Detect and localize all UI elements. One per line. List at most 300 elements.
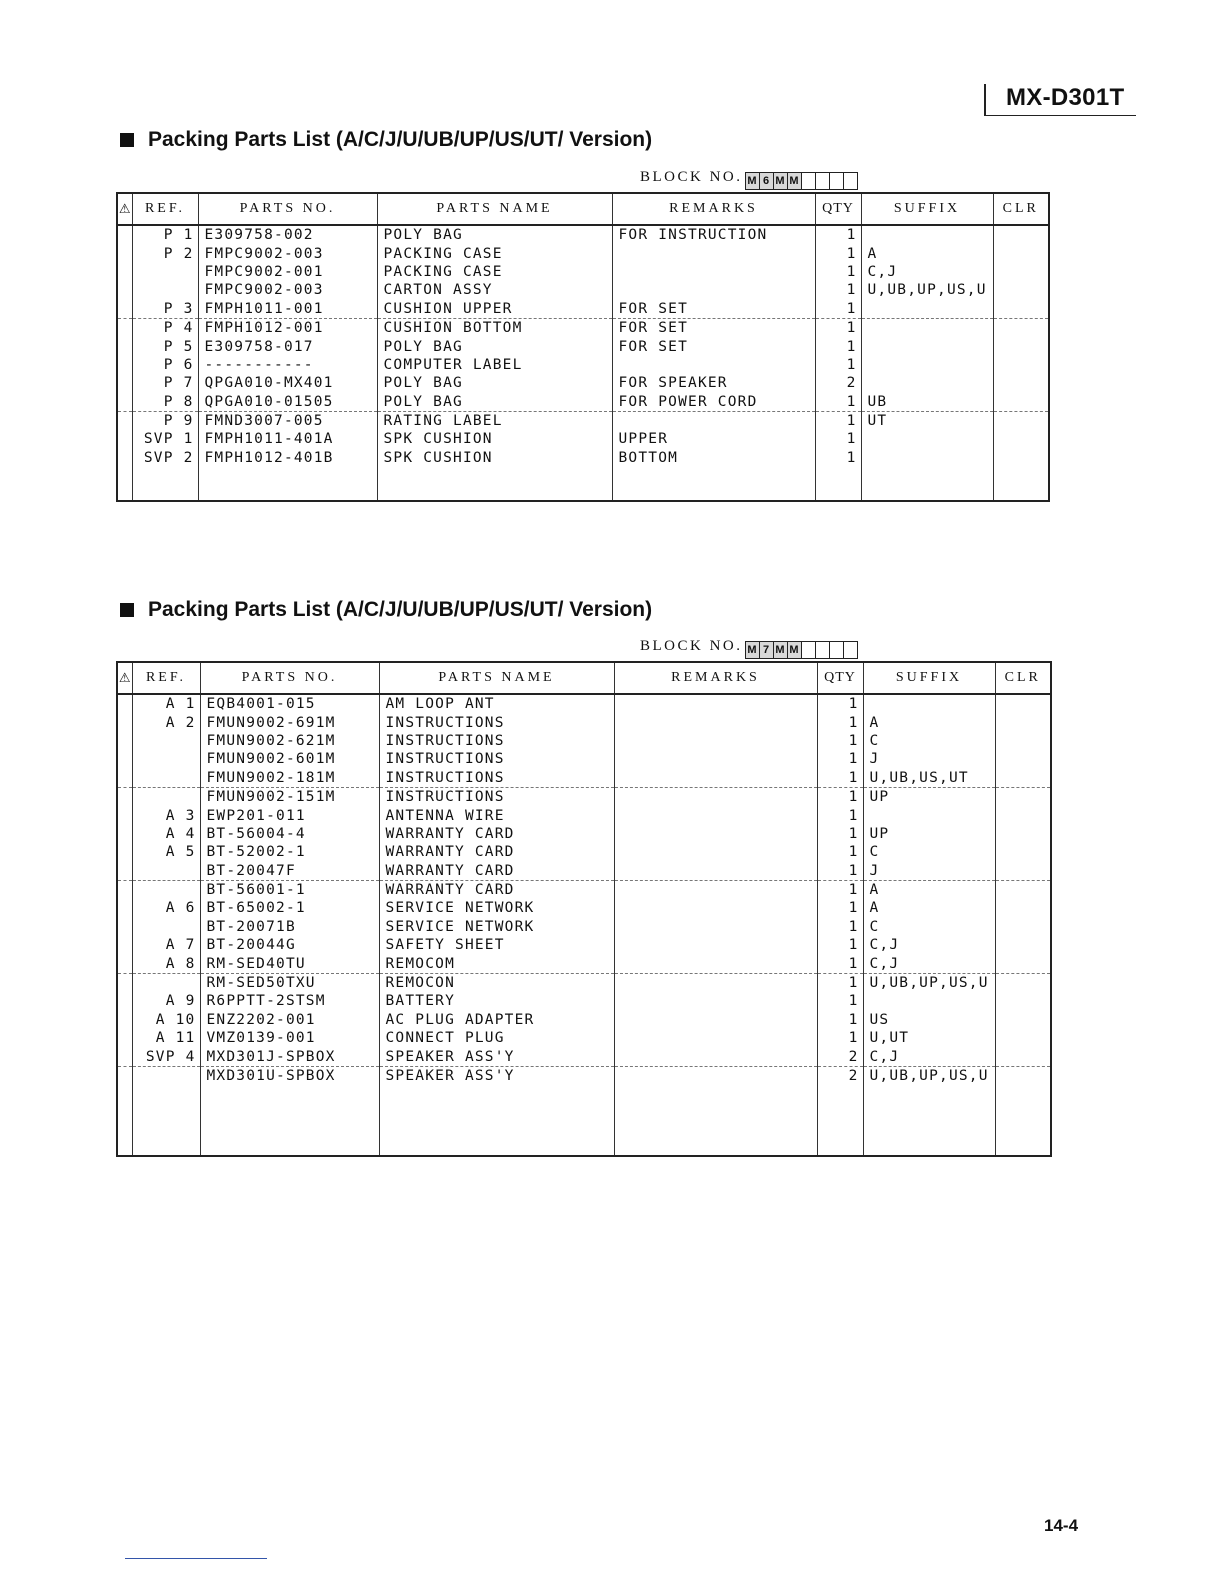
qty-cell: 1 xyxy=(815,281,861,299)
block-code-box: M xyxy=(745,641,760,659)
parts-no-cell: ----------- xyxy=(198,356,377,374)
parts-no-cell: BT-56004-4 xyxy=(200,825,379,843)
parts-name-cell: INSTRUCTIONS xyxy=(379,787,614,806)
table-row xyxy=(117,825,1051,843)
parts-name-cell: POLY BAG xyxy=(377,337,612,355)
clr-cell xyxy=(993,356,1049,374)
block-number-1: BLOCK NO. M 6 M M xyxy=(640,169,858,190)
table-row xyxy=(117,1047,1051,1066)
col-remarks: REMARKS xyxy=(614,662,817,694)
suffix-cell: A xyxy=(863,880,995,899)
suffix-cell: C,J xyxy=(863,936,995,954)
remarks-cell xyxy=(614,732,817,750)
qty-cell: 1 xyxy=(817,954,863,973)
parts-no-cell: FMPC9002-003 xyxy=(198,281,377,299)
ref-cell: A 4 xyxy=(132,825,200,843)
empty-cell xyxy=(995,1085,1051,1156)
block-code-box xyxy=(801,172,816,190)
suffix-cell: U,UB,UP,US,U xyxy=(863,1066,995,1085)
remarks-cell xyxy=(614,918,817,936)
parts-name-cell: INSTRUCTIONS xyxy=(379,732,614,750)
ref-cell: P 5 xyxy=(132,337,198,355)
parts-name-cell: BATTERY xyxy=(379,992,614,1010)
ref-cell: SVP 4 xyxy=(132,1047,200,1066)
col-qty: QTY xyxy=(817,662,863,694)
parts-name-cell: REMOCON xyxy=(379,973,614,992)
qty-cell: 1 xyxy=(815,300,861,319)
clr-cell xyxy=(993,281,1049,299)
qty-cell: 1 xyxy=(815,337,861,355)
col-suffix: SUFFIX xyxy=(863,662,995,694)
qty-cell: 1 xyxy=(817,918,863,936)
remarks-cell xyxy=(614,843,817,861)
qty-cell: 2 xyxy=(817,1047,863,1066)
parts-no-cell: BT-20044G xyxy=(200,936,379,954)
remarks-cell: FOR SPEAKER xyxy=(612,374,815,392)
parts-no-cell: ENZ2202-001 xyxy=(200,1011,379,1029)
qty-cell: 1 xyxy=(815,393,861,412)
clr-cell xyxy=(993,449,1049,467)
qty-cell: 1 xyxy=(817,1011,863,1029)
block-code-box: M xyxy=(745,172,760,190)
suffix-cell: U,UB,US,UT xyxy=(863,769,995,788)
clr-cell xyxy=(995,825,1051,843)
remarks-cell xyxy=(614,1011,817,1029)
clr-cell xyxy=(995,936,1051,954)
clr-cell xyxy=(995,787,1051,806)
qty-cell: 1 xyxy=(815,449,861,467)
remarks-cell: BOTTOM xyxy=(612,449,815,467)
table-row xyxy=(117,769,1051,788)
parts-no-cell: BT-52002-1 xyxy=(200,843,379,861)
remarks-cell xyxy=(614,694,817,713)
suffix-cell: C,J xyxy=(863,1047,995,1066)
parts-no-cell: FMPC9002-001 xyxy=(198,263,377,281)
ref-cell xyxy=(132,918,200,936)
suffix-cell xyxy=(863,694,995,713)
qty-cell: 1 xyxy=(817,843,863,861)
parts-no-cell: FMPH1011-401A xyxy=(198,430,377,448)
qty-cell: 1 xyxy=(817,694,863,713)
remarks-cell xyxy=(614,936,817,954)
parts-no-cell: MXD301J-SPBOX xyxy=(200,1047,379,1066)
warn-cell xyxy=(117,732,132,750)
empty-cell xyxy=(377,467,612,501)
table-row xyxy=(117,936,1051,954)
empty-cell xyxy=(817,1085,863,1156)
suffix-cell: J xyxy=(863,750,995,768)
remarks-cell xyxy=(614,769,817,788)
table-row xyxy=(117,300,1049,319)
table-row xyxy=(117,374,1049,392)
col-parts-no: PARTS NO. xyxy=(198,193,377,225)
suffix-cell xyxy=(861,300,993,319)
qty-cell: 1 xyxy=(817,862,863,881)
table-filler-row xyxy=(117,1085,1051,1156)
empty-cell xyxy=(993,467,1049,501)
parts-name-cell: WARRANTY CARD xyxy=(379,843,614,861)
parts-name-cell: INSTRUCTIONS xyxy=(379,750,614,768)
clr-cell xyxy=(993,374,1049,392)
suffix-cell: C xyxy=(863,732,995,750)
parts-name-cell: WARRANTY CARD xyxy=(379,862,614,881)
empty-cell xyxy=(132,467,198,501)
suffix-cell: C,J xyxy=(863,954,995,973)
table-row xyxy=(117,806,1051,824)
clr-cell xyxy=(995,973,1051,992)
section-title-1: Packing Parts List (A/C/J/U/UB/UP/US/UT/ Version) xyxy=(120,128,652,152)
warning-icon: ⚠ xyxy=(117,662,132,694)
parts-name-cell: SPEAKER ASS'Y xyxy=(379,1047,614,1066)
clr-cell xyxy=(995,1011,1051,1029)
remarks-cell: FOR POWER CORD xyxy=(612,393,815,412)
block-code-box xyxy=(815,172,830,190)
section-title-2: Packing Parts List (A/C/J/U/UB/UP/US/UT/ Version) xyxy=(120,598,652,622)
parts-name-cell: POLY BAG xyxy=(377,374,612,392)
empty-cell xyxy=(863,1085,995,1156)
remarks-cell xyxy=(614,1029,817,1047)
clr-cell xyxy=(993,300,1049,319)
suffix-cell: A xyxy=(863,713,995,731)
suffix-cell: U,UT xyxy=(863,1029,995,1047)
block-code-box: 6 xyxy=(759,172,774,190)
warn-cell xyxy=(117,713,132,731)
parts-no-cell: QPGA010-MX401 xyxy=(198,374,377,392)
block-number-2: BLOCK NO. M 7 M M xyxy=(640,638,858,659)
parts-name-cell: SAFETY SHEET xyxy=(379,936,614,954)
clr-cell xyxy=(995,954,1051,973)
parts-no-cell: FMND3007-005 xyxy=(198,411,377,430)
qty-cell: 1 xyxy=(817,750,863,768)
warn-cell xyxy=(117,862,132,881)
qty-cell: 1 xyxy=(817,880,863,899)
remarks-cell xyxy=(612,244,815,262)
clr-cell xyxy=(995,899,1051,917)
qty-cell: 2 xyxy=(817,1066,863,1085)
parts-name-cell: AC PLUG ADAPTER xyxy=(379,1011,614,1029)
empty-cell xyxy=(200,1085,379,1156)
parts-no-cell: E309758-017 xyxy=(198,337,377,355)
parts-no-cell: QPGA010-01505 xyxy=(198,393,377,412)
warn-cell xyxy=(117,843,132,861)
table-row xyxy=(117,880,1051,899)
suffix-cell xyxy=(861,337,993,355)
ref-cell xyxy=(132,787,200,806)
parts-name-cell: SERVICE NETWORK xyxy=(379,899,614,917)
parts-no-cell: VMZ0139-001 xyxy=(200,1029,379,1047)
clr-cell xyxy=(993,225,1049,244)
remarks-cell xyxy=(614,992,817,1010)
table-row xyxy=(117,244,1049,262)
warn-cell xyxy=(117,1047,132,1066)
parts-no-cell: EWP201-011 xyxy=(200,806,379,824)
bullet-square-icon xyxy=(120,133,134,147)
col-ref: REF. xyxy=(132,662,200,694)
warn-cell xyxy=(117,449,132,467)
qty-cell: 1 xyxy=(815,225,861,244)
ref-cell xyxy=(132,750,200,768)
suffix-cell: C,J xyxy=(861,263,993,281)
qty-cell: 1 xyxy=(815,244,861,262)
ref-cell xyxy=(132,862,200,881)
warning-icon: ⚠ xyxy=(117,193,132,225)
suffix-cell: J xyxy=(863,862,995,881)
table-row xyxy=(117,750,1051,768)
col-qty: QTY xyxy=(815,193,861,225)
ref-cell: A 8 xyxy=(132,954,200,973)
ref-cell: P 6 xyxy=(132,356,198,374)
col-parts-no: PARTS NO. xyxy=(200,662,379,694)
table-row xyxy=(117,973,1051,992)
qty-cell: 1 xyxy=(817,825,863,843)
table-row xyxy=(117,954,1051,973)
table-row xyxy=(117,225,1049,244)
warn-cell xyxy=(117,300,132,319)
parts-no-cell: FMPC9002-003 xyxy=(198,244,377,262)
ref-cell: A 7 xyxy=(132,936,200,954)
qty-cell: 1 xyxy=(817,973,863,992)
qty-cell: 1 xyxy=(815,411,861,430)
remarks-cell xyxy=(614,713,817,731)
clr-cell xyxy=(995,862,1051,881)
qty-cell: 1 xyxy=(817,936,863,954)
suffix-cell xyxy=(861,318,993,337)
suffix-cell xyxy=(861,449,993,467)
col-parts-name: PARTS NAME xyxy=(379,662,614,694)
col-clr: CLR xyxy=(995,662,1051,694)
remarks-cell xyxy=(612,356,815,374)
table-row xyxy=(117,992,1051,1010)
empty-cell xyxy=(117,467,132,501)
ref-cell: P 9 xyxy=(132,411,198,430)
qty-cell: 1 xyxy=(815,430,861,448)
parts-no-cell: FMPH1012-401B xyxy=(198,449,377,467)
warn-cell xyxy=(117,750,132,768)
table-row xyxy=(117,787,1051,806)
table-row xyxy=(117,1029,1051,1047)
suffix-cell: A xyxy=(863,899,995,917)
clr-cell xyxy=(995,806,1051,824)
clr-cell xyxy=(995,713,1051,731)
remarks-cell xyxy=(614,825,817,843)
clr-cell xyxy=(993,393,1049,412)
qty-cell: 1 xyxy=(817,713,863,731)
suffix-cell xyxy=(863,806,995,824)
clr-cell xyxy=(995,843,1051,861)
parts-no-cell: MXD301U-SPBOX xyxy=(200,1066,379,1085)
suffix-cell: U,UB,UP,US,U xyxy=(861,281,993,299)
remarks-cell: FOR SET xyxy=(612,318,815,337)
parts-no-cell: FMUN9002-151M xyxy=(200,787,379,806)
suffix-cell: UP xyxy=(863,825,995,843)
clr-cell xyxy=(995,750,1051,768)
parts-no-cell: RM-SED50TXU xyxy=(200,973,379,992)
ref-cell: P 7 xyxy=(132,374,198,392)
ref-cell: A 10 xyxy=(132,1011,200,1029)
empty-cell xyxy=(198,467,377,501)
parts-name-cell: ANTENNA WIRE xyxy=(379,806,614,824)
warn-cell xyxy=(117,374,132,392)
table-row xyxy=(117,356,1049,374)
remarks-cell xyxy=(614,954,817,973)
clr-cell xyxy=(995,1066,1051,1085)
ref-cell: P 2 xyxy=(132,244,198,262)
table-row xyxy=(117,918,1051,936)
suffix-cell: UP xyxy=(863,787,995,806)
parts-table-2 xyxy=(116,661,1052,1157)
ref-cell: A 2 xyxy=(132,713,200,731)
clr-cell xyxy=(995,992,1051,1010)
table-row xyxy=(117,337,1049,355)
warn-cell xyxy=(117,411,132,430)
ref-cell: A 3 xyxy=(132,806,200,824)
parts-name-cell: INSTRUCTIONS xyxy=(379,769,614,788)
parts-no-cell: FMUN9002-181M xyxy=(200,769,379,788)
page-number: 14-4 xyxy=(1044,1516,1079,1535)
ref-cell xyxy=(132,263,198,281)
table-row xyxy=(117,263,1049,281)
warn-cell xyxy=(117,825,132,843)
ref-cell xyxy=(132,1066,200,1085)
ref-cell xyxy=(132,973,200,992)
warn-cell xyxy=(117,918,132,936)
ref-cell xyxy=(132,769,200,788)
warn-cell xyxy=(117,356,132,374)
warn-cell xyxy=(117,936,132,954)
ref-cell xyxy=(132,732,200,750)
parts-name-cell: SPK CUSHION xyxy=(377,430,612,448)
ref-cell: P 1 xyxy=(132,225,198,244)
parts-no-cell: FMUN9002-621M xyxy=(200,732,379,750)
warn-cell xyxy=(117,787,132,806)
remarks-cell xyxy=(614,806,817,824)
qty-cell: 1 xyxy=(815,318,861,337)
empty-cell xyxy=(379,1085,614,1156)
parts-name-cell: CARTON ASSY xyxy=(377,281,612,299)
warn-cell xyxy=(117,225,132,244)
suffix-cell: UT xyxy=(861,411,993,430)
suffix-cell: U,UB,UP,US,U xyxy=(863,973,995,992)
qty-cell: 1 xyxy=(817,992,863,1010)
ref-cell: A 6 xyxy=(132,899,200,917)
clr-cell xyxy=(993,263,1049,281)
qty-cell: 1 xyxy=(815,356,861,374)
empty-cell xyxy=(815,467,861,501)
warn-cell xyxy=(117,992,132,1010)
parts-no-cell: BT-65002-1 xyxy=(200,899,379,917)
col-remarks: REMARKS xyxy=(612,193,815,225)
clr-cell xyxy=(995,1029,1051,1047)
block-code-box xyxy=(829,172,844,190)
parts-no-cell: FMUN9002-601M xyxy=(200,750,379,768)
empty-cell xyxy=(117,1085,132,1156)
remarks-cell: FOR SET xyxy=(612,300,815,319)
qty-cell: 1 xyxy=(815,263,861,281)
parts-no-cell: EQB4001-015 xyxy=(200,694,379,713)
clr-cell xyxy=(993,244,1049,262)
parts-name-cell: PACKING CASE xyxy=(377,244,612,262)
table-row xyxy=(117,430,1049,448)
parts-name-cell: RATING LABEL xyxy=(377,411,612,430)
table-row xyxy=(117,318,1049,337)
table-row xyxy=(117,694,1051,713)
block-code-box: 7 xyxy=(759,641,774,659)
table-row xyxy=(117,1066,1051,1085)
remarks-cell xyxy=(614,750,817,768)
clr-cell xyxy=(993,318,1049,337)
parts-no-cell: BT-56001-1 xyxy=(200,880,379,899)
parts-name-cell: INSTRUCTIONS xyxy=(379,713,614,731)
table-header-row xyxy=(117,193,1049,225)
warn-cell xyxy=(117,954,132,973)
remarks-cell xyxy=(612,411,815,430)
clr-cell xyxy=(993,411,1049,430)
ref-cell: SVP 1 xyxy=(132,430,198,448)
remarks-cell xyxy=(614,787,817,806)
empty-cell xyxy=(614,1085,817,1156)
suffix-cell: US xyxy=(863,1011,995,1029)
table-row xyxy=(117,281,1049,299)
clr-cell xyxy=(995,1047,1051,1066)
parts-name-cell: CUSHION BOTTOM xyxy=(377,318,612,337)
parts-name-cell: AM LOOP ANT xyxy=(379,694,614,713)
qty-cell: 1 xyxy=(817,732,863,750)
qty-cell: 2 xyxy=(815,374,861,392)
parts-name-cell: PACKING CASE xyxy=(377,263,612,281)
col-suffix: SUFFIX xyxy=(861,193,993,225)
parts-name-cell: REMOCOM xyxy=(379,954,614,973)
ref-cell: P 4 xyxy=(132,318,198,337)
bullet-square-icon xyxy=(120,603,134,617)
warn-cell xyxy=(117,1029,132,1047)
suffix-cell xyxy=(861,356,993,374)
parts-name-cell: CUSHION UPPER xyxy=(377,300,612,319)
table-row xyxy=(117,732,1051,750)
suffix-cell xyxy=(863,992,995,1010)
block-code-box xyxy=(829,641,844,659)
warn-cell xyxy=(117,337,132,355)
parts-no-cell: BT-20047F xyxy=(200,862,379,881)
suffix-cell xyxy=(861,374,993,392)
clr-cell xyxy=(995,769,1051,788)
footer-rule xyxy=(125,1558,267,1559)
parts-name-cell: SERVICE NETWORK xyxy=(379,918,614,936)
model-number: MX-D301T xyxy=(1006,84,1125,111)
table-filler-row xyxy=(117,467,1049,501)
warn-cell xyxy=(117,806,132,824)
suffix-cell: C xyxy=(863,843,995,861)
col-parts-name: PARTS NAME xyxy=(377,193,612,225)
block-code-box xyxy=(843,172,858,190)
block-code-boxes xyxy=(746,172,858,190)
block-code-box xyxy=(843,641,858,659)
suffix-cell: UB xyxy=(861,393,993,412)
qty-cell: 1 xyxy=(817,899,863,917)
empty-cell xyxy=(612,467,815,501)
parts-name-cell: POLY BAG xyxy=(377,225,612,244)
parts-no-cell: RM-SED40TU xyxy=(200,954,379,973)
table-header-row xyxy=(117,662,1051,694)
ref-cell: SVP 2 xyxy=(132,449,198,467)
remarks-cell: UPPER xyxy=(612,430,815,448)
block-code-box: M xyxy=(773,641,788,659)
remarks-cell xyxy=(612,263,815,281)
parts-name-cell: COMPUTER LABEL xyxy=(377,356,612,374)
qty-cell: 1 xyxy=(817,806,863,824)
ref-cell: A 1 xyxy=(132,694,200,713)
clr-cell xyxy=(995,880,1051,899)
parts-name-cell: SPEAKER ASS'Y xyxy=(379,1066,614,1085)
